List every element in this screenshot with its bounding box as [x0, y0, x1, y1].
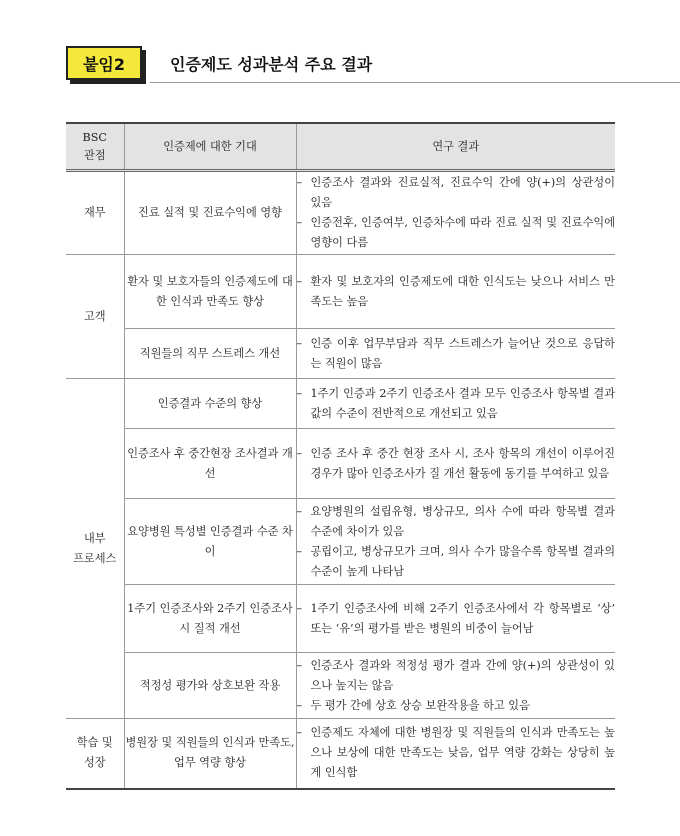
result-cell — [296, 171, 615, 255]
appendix-badge: 붙임2 — [66, 46, 142, 80]
appendix-header — [66, 46, 618, 88]
table-header-row — [66, 123, 615, 171]
result-item: – 인증조사 결과와 적정성 평가 결과 간에 양(+)의 상관성이 있으나 높지는 않음 — [296, 658, 615, 692]
expectation-cell: 1주기 인증조사와 2주기 인증조사 시 질적 개선 — [124, 585, 296, 653]
table-row — [66, 585, 615, 653]
result-item: – 인증전후, 인증여부, 인증차수에 따라 진료 실적 및 진료수익에 영향이 다름 — [296, 216, 615, 249]
expectation-cell: 병원장 및 직원들의 인식과 만족도, 업무 역량 향상 — [124, 719, 296, 789]
page-title: 인증제도 성과분석 주요 결과 — [170, 55, 373, 74]
area-finance: 재무 — [66, 171, 124, 255]
result-item: – 환자 및 보호자의 인증제도에 대한 인식도는 낮으나 서비스 만족도는 높음 — [296, 274, 615, 308]
result-item: – 공립이고, 병상규모가 크며, 의사 수가 많을수록 항목별 결과의 수준이 높게 나타남 — [296, 544, 615, 578]
area-customer: 고객 — [66, 255, 124, 379]
result-cell — [296, 585, 615, 653]
bsc-results-table — [66, 122, 615, 790]
result-item: – 인증 이후 업무부담과 직무 스트레스가 늘어난 것으로 응답하는 직원이 많음 — [296, 336, 615, 370]
expectation-cell: 인증결과 수준의 향상 — [124, 379, 296, 429]
result-cell — [296, 719, 615, 789]
table-row — [66, 719, 615, 789]
result-cell — [296, 499, 615, 585]
area-internal-process: 내부 프로세스 — [66, 379, 124, 719]
column-header-bsc: BSC 관점 — [66, 123, 124, 171]
result-cell — [296, 329, 615, 379]
expectation-cell: 적정성 평가와 상호보완 작용 — [124, 653, 296, 719]
result-item: – 인증 조사 후 중간 현장 조사 시, 조사 항목의 개선이 이루어진 경우가 많아 인증조사가 질 개선 활동에 동기를 부여하고 있음 — [296, 446, 615, 480]
result-item: – 두 평가 간에 상호 상승 보완작용을 하고 있음 — [296, 698, 530, 712]
table-row — [66, 171, 615, 255]
result-item: – 1주기 인증조사에 비해 2주기 인증조사에서 각 항목별로 ‘상’ 또는 ‘유’의 평가를 받은 병원의 비중이 늘어남 — [296, 601, 615, 635]
column-header-expectation: 인증제에 대한 기대 — [124, 123, 296, 171]
expectation-cell: 요양병원 특성별 인증결과 수준 차이 — [124, 499, 296, 585]
expectation-cell: 환자 및 보호자들의 인증제도에 대한 인식과 만족도 향상 — [124, 255, 296, 329]
result-item: – 인증제도 자체에 대한 병원장 및 직원들의 인식과 만족도는 높으나 보상에 대한 만족도는 낮음, 업무 역량 강화는 상당히 높게 인식함 — [296, 726, 615, 780]
table-row — [66, 255, 615, 329]
column-header-result: 연구 결과 — [296, 123, 615, 171]
result-item: – 인증조사 결과와 진료실적, 진료수익 간에 양(+)의 상관성이 있음 — [296, 176, 615, 209]
result-item: – 요양병원의 설립유형, 병상규모, 의사 수에 따라 항목별 결과 수준에 차이가 있음 — [296, 504, 615, 538]
table-row — [66, 379, 615, 429]
table-row — [66, 429, 615, 499]
result-cell — [296, 653, 615, 719]
table-row — [66, 329, 615, 379]
result-cell — [296, 429, 615, 499]
table-row — [66, 499, 615, 585]
expectation-cell: 직원들의 직무 스트레스 개선 — [124, 329, 296, 379]
expectation-cell: 진료 실적 및 진료수익에 영향 — [124, 171, 296, 255]
result-item: – 1주기 인증과 2주기 인증조사 결과 모두 인증조사 항목별 결과 값의 수준이 전반적으로 개선되고 있음 — [296, 386, 615, 420]
expectation-cell: 인증조사 후 중간현장 조사결과 개선 — [124, 429, 296, 499]
table-row — [66, 653, 615, 719]
result-cell — [296, 379, 615, 429]
area-learning-growth: 학습 및 성장 — [66, 719, 124, 789]
title-underline — [150, 82, 680, 83]
result-cell — [296, 255, 615, 329]
